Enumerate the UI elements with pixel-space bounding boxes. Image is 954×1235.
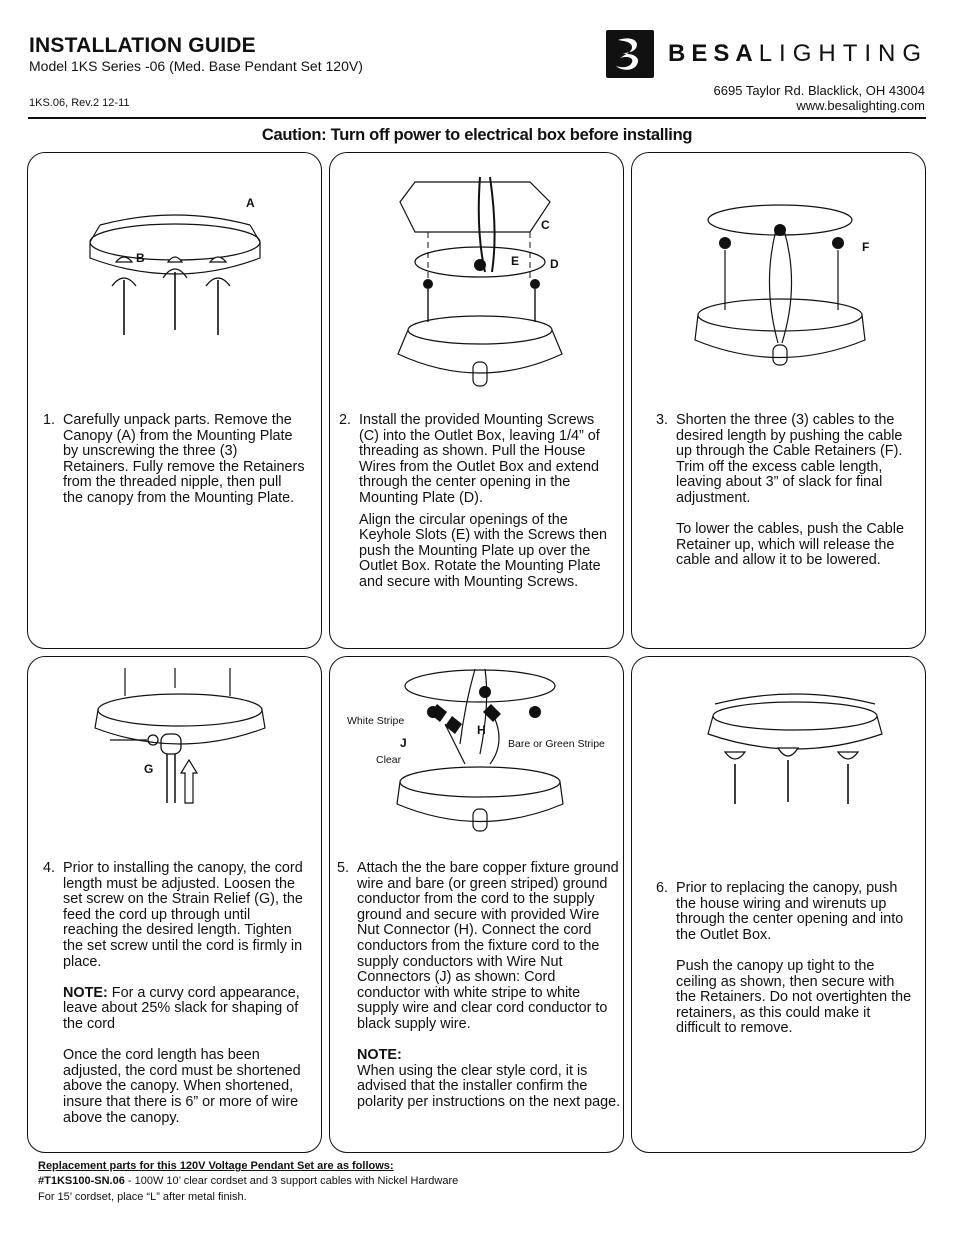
brand-bold: BESA <box>668 40 759 67</box>
step-1-paragraph: Carefully unpack parts. Remove the Canopy (A) from the Mounting Plate by unscrewing the three (3) Retainers. Fully remove the Retainers from the threaded nipple, then pull the canopy from the Mounting Plate. <box>63 412 305 506</box>
strain-relief-illustration <box>85 668 285 808</box>
replacement-part-line <box>38 1175 458 1187</box>
page-title: INSTALLATION GUIDE <box>29 34 256 57</box>
step-number: 5. <box>337 860 350 876</box>
step-5-text <box>337 861 621 1126</box>
step-number: 4. <box>43 860 56 876</box>
label-clear: Clear <box>376 754 402 766</box>
street-address: 6695 Taylor Rd. Blacklick, OH 43004 <box>713 83 925 98</box>
step-4-paragraph: Prior to installing the canopy, the cord length must be adjusted. Loosen the set screw on the Strain Relief (G), the feed the cord up through until reaching the desired length. Tighten the set screw until the cord is firmly in place. <box>63 860 303 970</box>
step-number: 3. <box>656 412 669 428</box>
final-canopy-illustration <box>700 684 890 809</box>
part-number: #T1KS100-SN.06 <box>38 1175 125 1187</box>
outlet-box-illustration <box>390 172 570 397</box>
model-subtitle: Model 1KS Series -06 (Med. Base Pendant Set 120V) <box>29 58 363 74</box>
step-1-text <box>43 413 305 522</box>
step-3-paragraph: To lower the cables, push the Cable Retainer up, which will release the cable and allow it to be lowered. <box>676 521 904 569</box>
header-divider <box>28 117 926 119</box>
label-white-stripe: White Stripe <box>347 715 405 727</box>
part-description: - 100W 10’ clear cordset and 3 support cables with Nickel Hardware <box>124 1175 459 1187</box>
replacement-parts-heading: Replacement parts for this 120V Voltage Pendant Set are as follows: <box>38 1160 394 1172</box>
cordset-note: For 15’ cordset, place “L” after metal finish. <box>38 1191 247 1203</box>
label-g: G <box>144 762 154 776</box>
step-number: 1. <box>43 412 56 428</box>
label-a: A <box>246 196 255 210</box>
revision-label: 1KS.06, Rev.2 12-11 <box>29 97 130 109</box>
step-4-paragraph: Once the cord length has been adjusted, the cord must be shortened above the canopy. When shortened, insure that there is 6” or more of wire above the canopy. <box>63 1047 301 1126</box>
step-3-paragraph: Shorten the three (3) cables to the desired length by pushing the cable up through the Cable Retainers (F). Trim off the excess cable length, leaving about 3” of slack for final adjustment. <box>676 412 903 506</box>
brand-name <box>668 40 928 68</box>
besa-logo-icon <box>606 30 654 78</box>
canopy-illustration <box>80 190 270 340</box>
step-5-note-text: When using the clear style cord, it is advised that the installer confirm the polarity per instructions on the next page. <box>357 1062 621 1110</box>
cable-retainer-illustration <box>690 195 880 385</box>
step-4-note <box>63 986 309 1033</box>
label-f: F <box>862 240 870 254</box>
label-bare-green: Bare or Green Stripe <box>508 738 605 750</box>
label-e: E <box>511 254 520 268</box>
label-h: H <box>477 723 486 737</box>
step-4-text <box>43 861 309 1142</box>
step-number: 2. <box>339 412 352 428</box>
step-5-note-label: NOTE: <box>357 1047 402 1064</box>
label-c: C <box>541 218 550 232</box>
website-link[interactable]: www.besalighting.com <box>796 98 925 113</box>
step-6-paragraph: Push the canopy up tight to the ceiling as shown, then secure with the Retainers. Do not overtighten the retainers, as this could make it difficult to remove. <box>676 957 912 1037</box>
brand-light: LIGHTING <box>758 40 929 67</box>
step-2-paragraph: Align the circular openings of the Keyhole Slots (E) with the Screws then push the Mounting Plate up over the Outlet Box. Rotate the Mounting Plate and secure with Mounting Screws. <box>359 511 607 590</box>
step-3-text <box>656 413 914 585</box>
note-label: NOTE: <box>63 984 108 1001</box>
label-j: J <box>400 736 407 750</box>
wiring-illustration <box>385 664 575 839</box>
step-5-paragraph: Attach the the bare copper fixture ground wire and bare (or green striped) ground conductor from the cord to the supply ground and secure with provided Wire Nut Connector (H). Connect the cord conductors from the fixture cord to the supply conductors with Wire Nut Connectors (J) as shown: Cord conductor with white stripe to white supply wire and clear cord conductor to black supply wire. <box>357 860 619 1032</box>
note-text: For a curvy cord appearance, leave about 25% slack for shaping of the cord <box>63 984 300 1032</box>
label-d: D <box>550 257 559 271</box>
label-b: B <box>136 251 145 265</box>
caution-banner: Caution: Turn off power to electrical box before installing <box>261 126 693 144</box>
step-2-text <box>339 413 609 606</box>
step-6-paragraph: Prior to replacing the canopy, push the house wiring and wirenuts up through the center opening and into the Outlet Box. <box>676 880 904 943</box>
company-address <box>714 83 925 113</box>
step-6-text <box>656 881 914 1053</box>
step-2-paragraph: Install the provided Mounting Screws (C) into the Outlet Box, leaving 1/4” of threading as shown. Pull the House Wires from the Outlet Box and extend through the center opening in the Mounting Plate (D). <box>359 412 600 506</box>
step-number: 6. <box>656 880 669 896</box>
